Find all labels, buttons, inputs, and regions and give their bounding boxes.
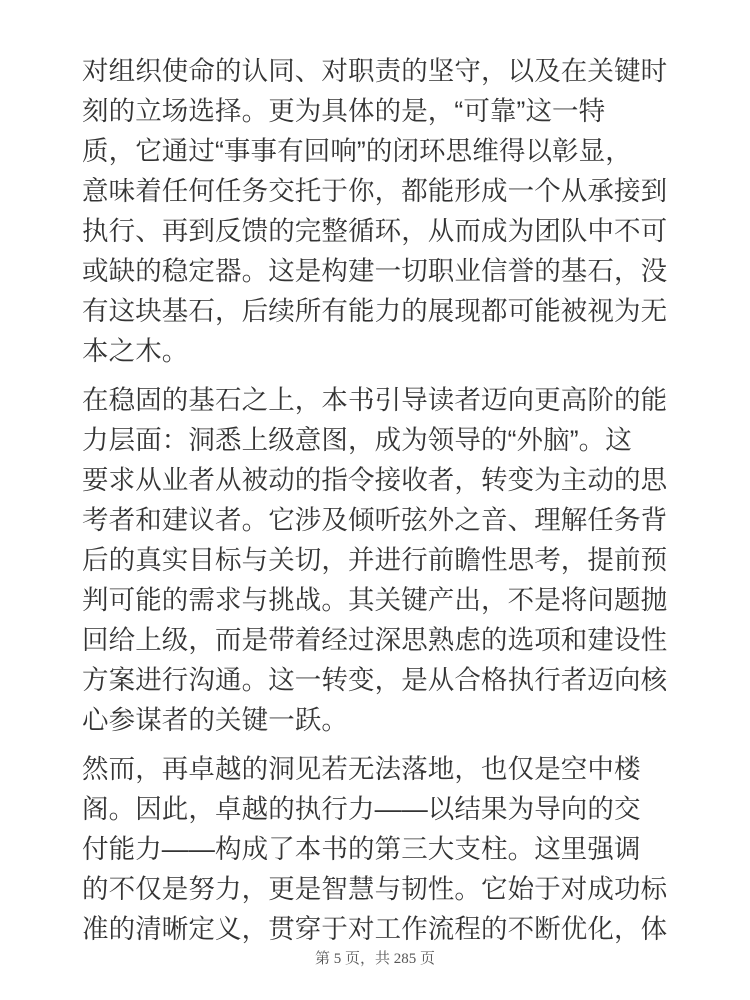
text-line: 力层面：洞悉上级意图，成为领导的“外脑”。这 <box>82 425 632 455</box>
text-line: 回给上级，而是带着经过深思熟虑的选项和建设性 <box>82 625 668 655</box>
text-line: 在稳固的基石之上，本书引导读者迈向更高阶的能 <box>82 385 668 415</box>
text-line: 对组织使命的认同、对职责的坚守，以及在关键时 <box>82 56 668 86</box>
text-line: 或缺的稳定器。这是构建一切职业信誉的基石，没 <box>82 256 668 286</box>
text-line: 意味着任何任务交托于你，都能形成一个从承接到 <box>82 176 668 206</box>
text-line: 后的真实目标与关切，并进行前瞻性思考，提前预 <box>82 545 668 575</box>
text-line: 考者和建议者。它涉及倾听弦外之音、理解任务背 <box>82 505 668 535</box>
text-line: 付能力——构成了本书的第三大支柱。这里强调 <box>82 834 641 864</box>
text-line: 本之木。 <box>82 336 189 366</box>
text-line: 然而，再卓越的洞见若无法落地，也仅是空中楼 <box>82 754 641 784</box>
text-line: 方案进行沟通。这一转变，是从合格执行者迈向核 <box>82 665 668 695</box>
text-line: 有这块基石，后续所有能力的展现都可能被视为无 <box>82 296 668 326</box>
paragraph <box>82 749 668 949</box>
text-line: 的不仅是努力，更是智慧与韧性。它始于对成功标 <box>82 874 668 904</box>
text-line: 心参谋者的关键一跃。 <box>82 705 348 735</box>
text-line: 刻的立场选择。更为具体的是，“可靠”这一特 <box>82 96 606 126</box>
paragraph <box>82 51 668 371</box>
paragraph <box>82 380 668 740</box>
text-line: 阁。因此，卓越的执行力——以结果为导向的交 <box>82 794 641 824</box>
text-line: 准的清晰定义，贯穿于对工作流程的不断优化，体 <box>82 914 668 944</box>
text-line: 要求从业者从被动的指令接收者，转变为主动的思 <box>82 465 668 495</box>
text-line: 执行、再到反馈的完整循环，从而成为团队中不可 <box>82 216 668 246</box>
page-number-footer: 第 5 页，共 285 页 <box>314 951 435 967</box>
text-line: 质，它通过“事事有回响”的闭环思维得以彰显， <box>82 136 632 166</box>
text-line: 判可能的需求与挑战。其关键产出，不是将问题抛 <box>82 585 668 615</box>
document-body <box>82 51 668 958</box>
